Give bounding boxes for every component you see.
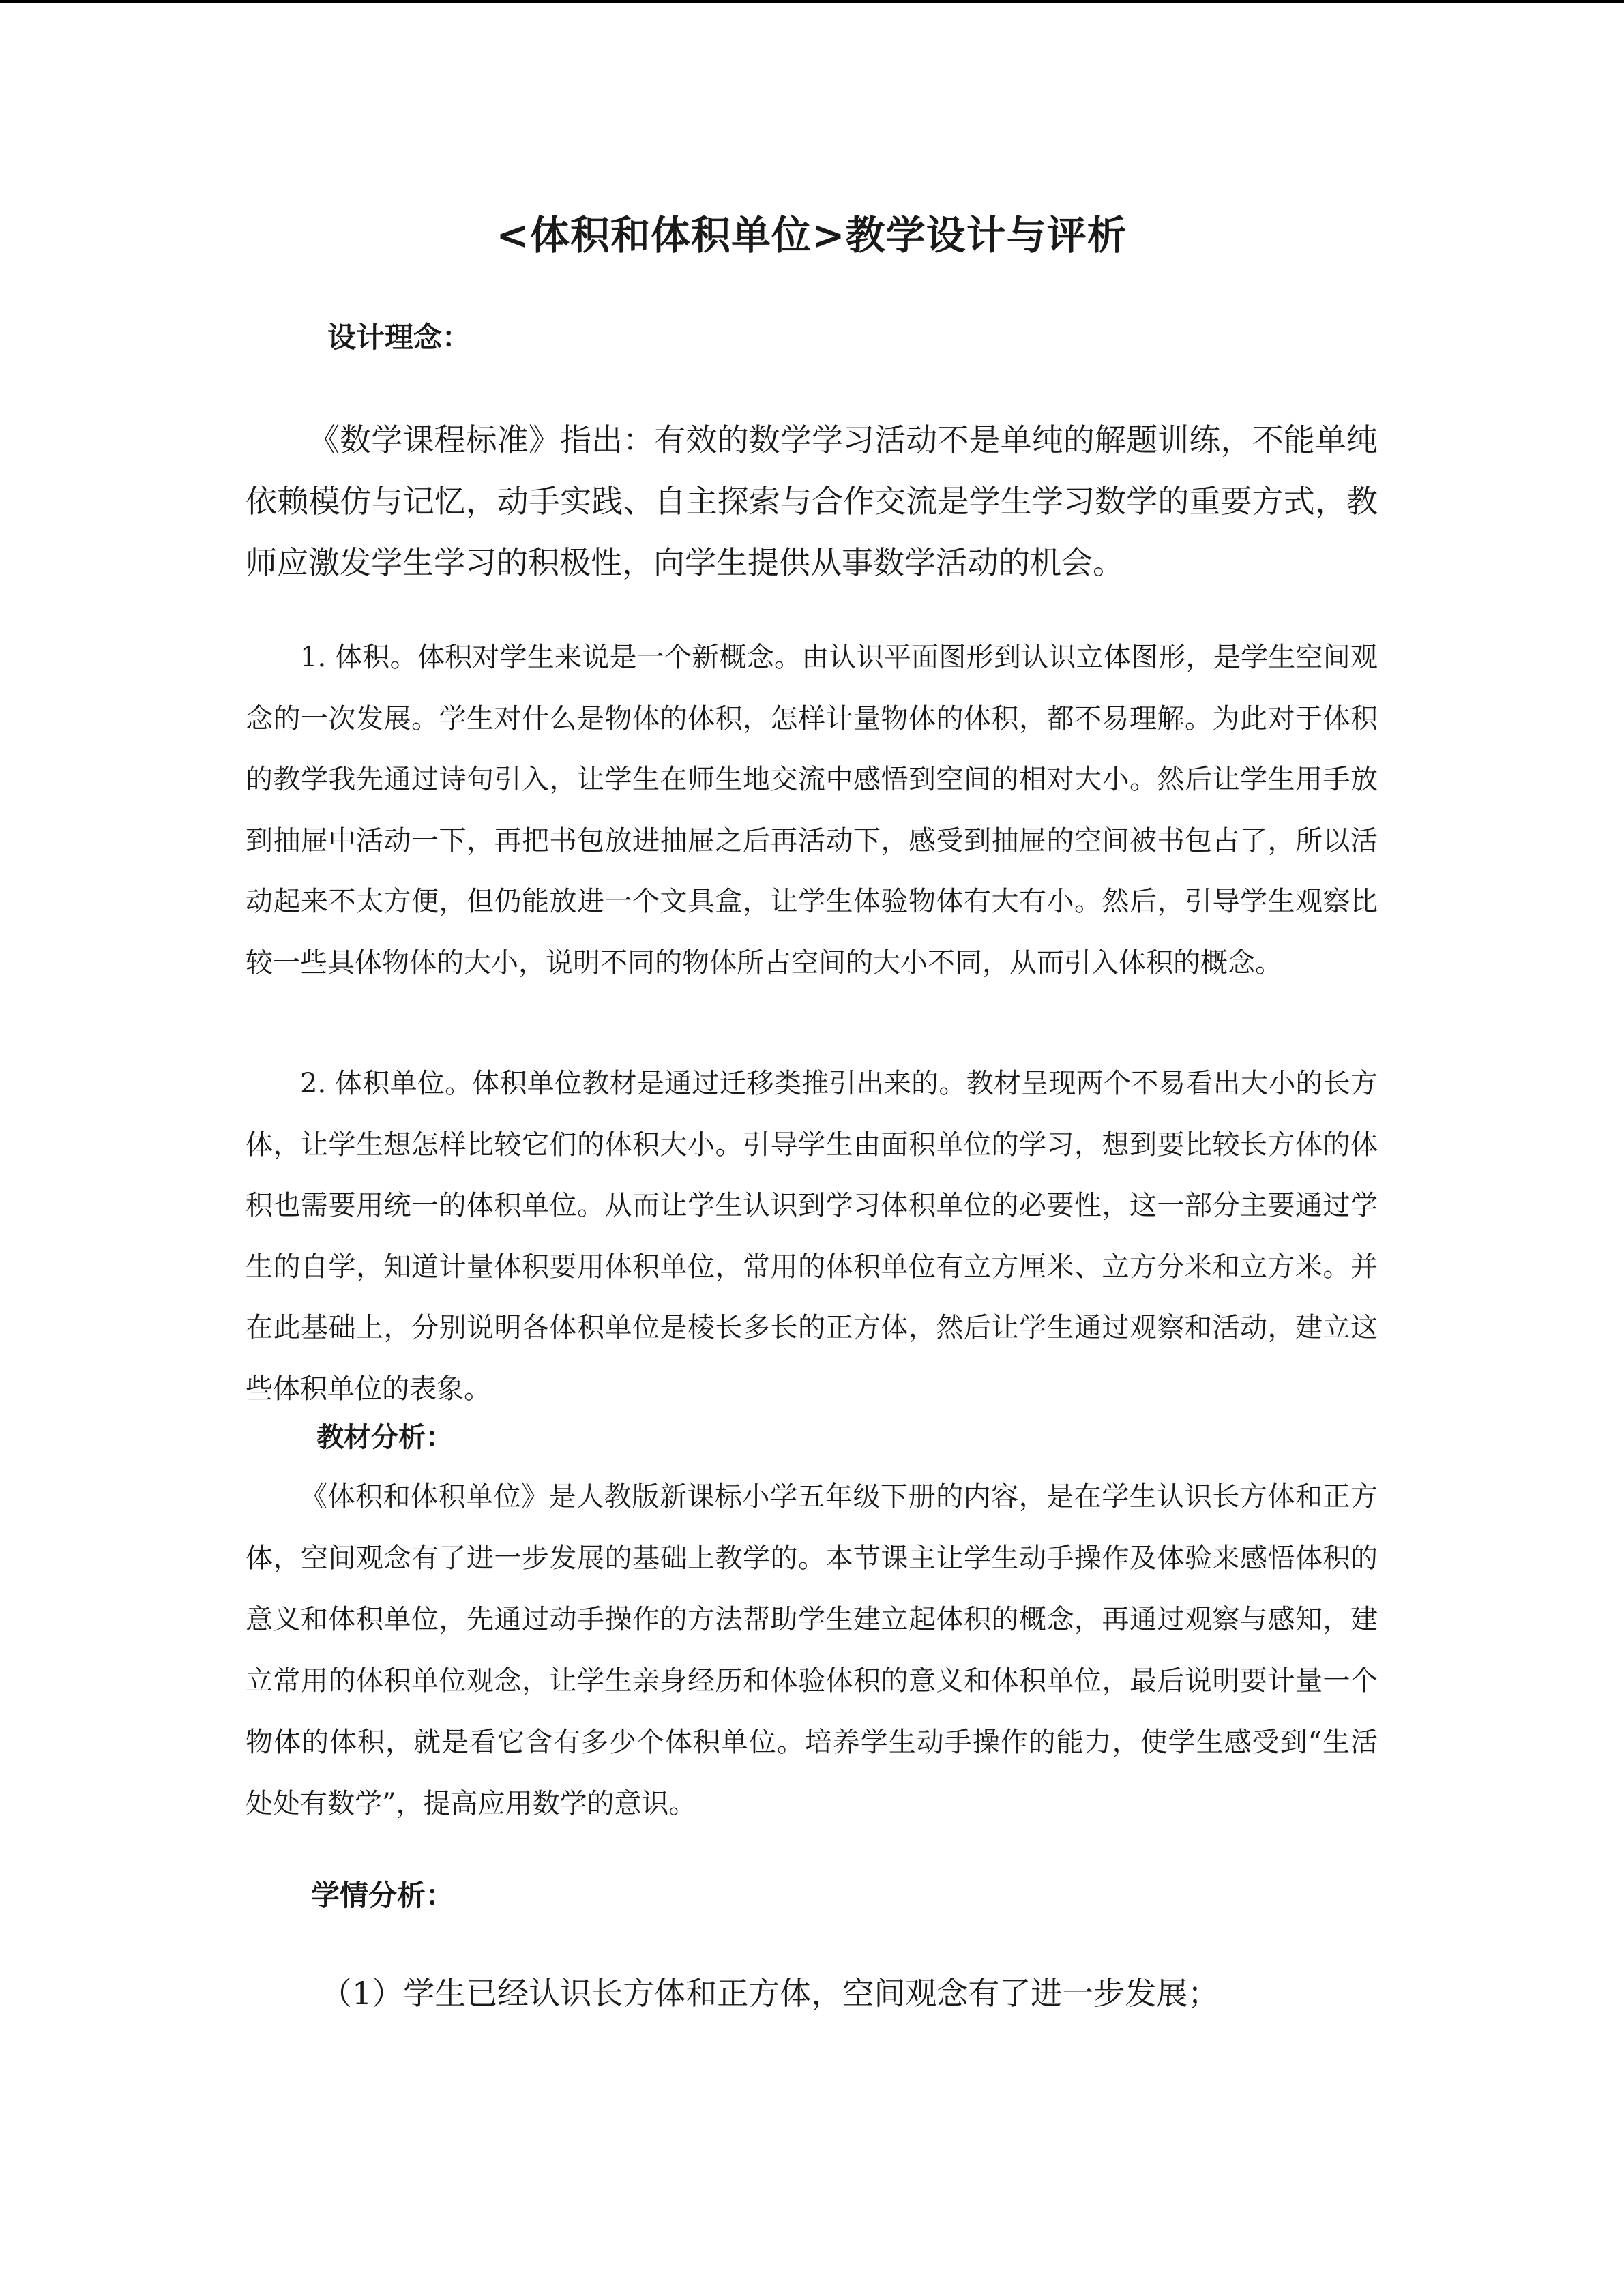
document-title: <体积和体积单位>教学设计与评析 [496, 212, 1127, 258]
design-concept-item-volume: 1. 体积。体积对学生来说是一个新概念。由认识平面图形到认识立体图形，是学生空间观念的一次发展。学生对什么是物体的体积，怎样计量物体的体积，都不易理解。为此对于体积的教学我先通过诗句引入，让学生在师生地交流中感悟到空间的相对大小。然后让学生用手放到抽屉中活动一下，再把书包放进抽屉之后再活动下，感受到抽屉的空间被书包占了，所以活动起来不太方便，但仍能放进一个文具盒，让学生体验物体有大有小。然后，引导学生观察比较一些具体物体的大小，说明不同的物体所占空间的大小不同，从而引入体积的概念。 [246, 642, 1378, 979]
design-concept-intro-paragraph: 《数学课程标准》指出：有效的数学学习活动不是单纯的解题训练，不能单纯依赖模仿与记忆，动手实践、自主探索与合作交流是学生学习数学的重要方式，教师应激发学生学习的积极性，向学生提供从事数学活动的机会。 [246, 421, 1378, 581]
material-analysis-heading: 教材分析： [316, 1421, 453, 1453]
student-analysis-item: （1）学生已经认识长方体和正方体，空间观念有了进一步发展； [321, 1975, 1220, 2012]
design-concept-item-volume-unit: 2. 体积单位。体积单位教材是通过迁移类推引出来的。教材呈现两个不易看出大小的长方体，让学生想怎样比较它们的体积大小。引导学生由面积单位的学习，想到要比较长方体的体积也需要用统一的体积单位。从而让学生认识到学习体积单位的必要性，这一部分主要通过学生的自学，知道计量体积要用体积单位，常用的体积单位有立方厘米、立方分米和立方米。并在此基础上，分别说明各体积单位是棱长多长的正方体，然后让学生通过观察和活动，建立这些体积单位的表象。 [246, 1068, 1378, 1405]
material-analysis-paragraph: 《体积和体积单位》是人教版新课标小学五年级下册的内容，是在学生认识长方体和正方体，空间观念有了进一步发展的基础上教学的。本节课主让学生动手操作及体验来感悟体积的意义和体积单位，先通过动手操作的方法帮助学生建立起体积的概念，再通过观察与感知，建立常用的体积单位观念，让学生亲身经历和体验体积的意义和体积单位，最后说明要计量一个物体的体积，就是看它含有多少个体积单位。培养学生动手操作的能力，使学生感受到“生活处处有数学”，提高应用数学的意识。 [246, 1481, 1378, 1819]
design-concept-heading: 设计理念： [327, 320, 471, 354]
student-analysis-heading: 学情分析： [311, 1879, 455, 1912]
top-border-rule [0, 0, 1624, 3]
